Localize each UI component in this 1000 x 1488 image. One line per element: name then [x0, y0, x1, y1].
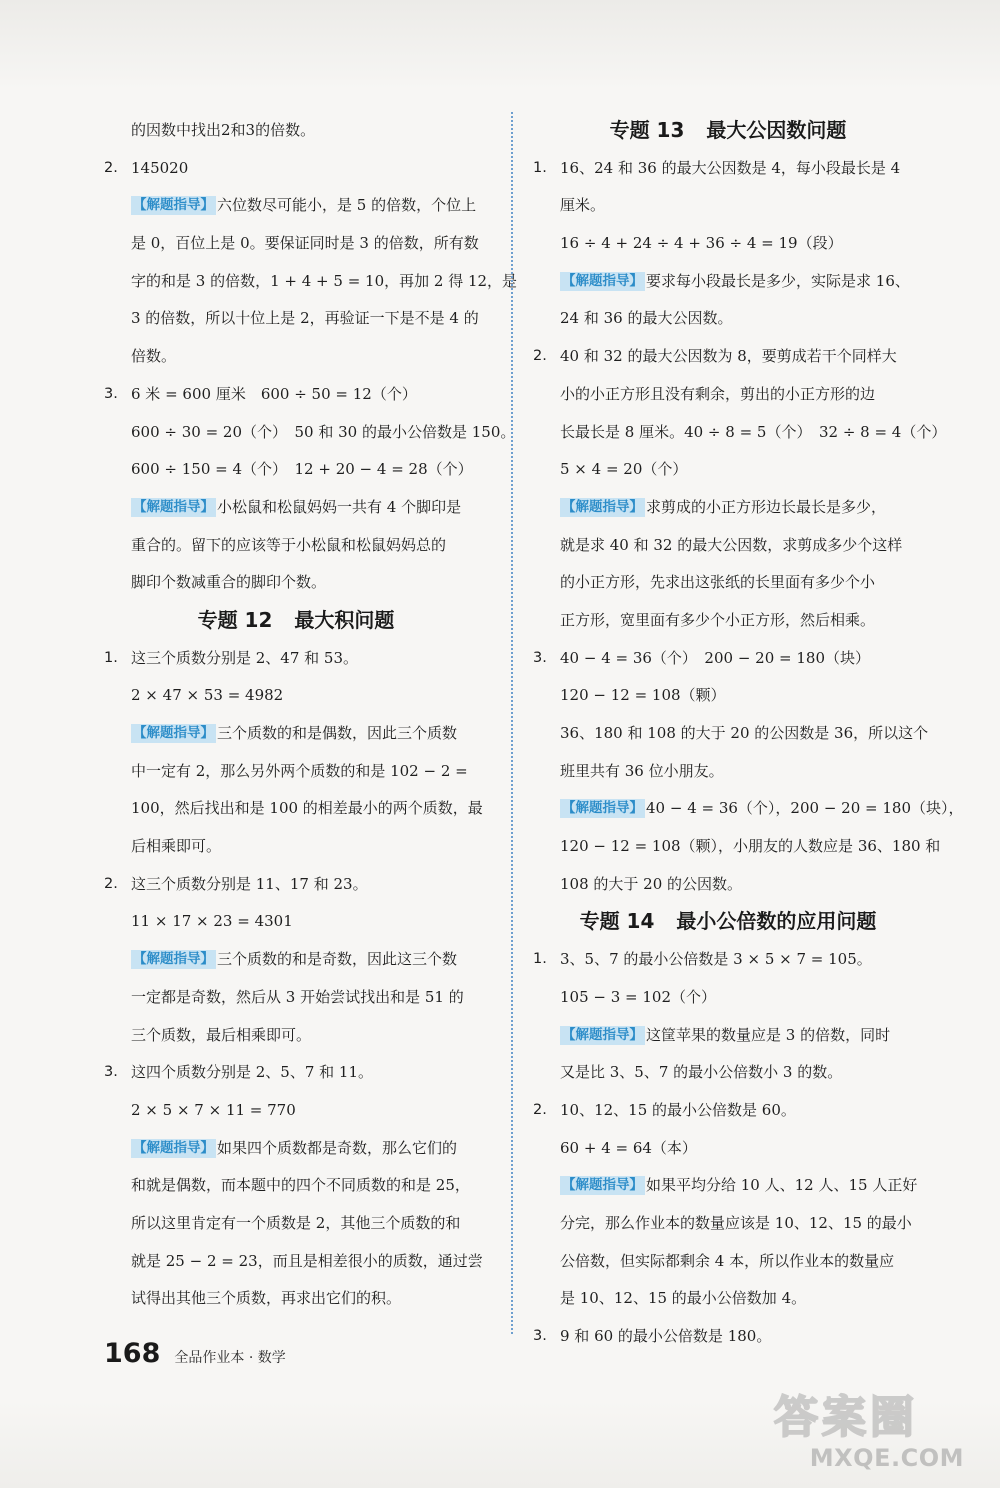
- text-line: [104, 338, 488, 376]
- solution-guide-tag: 【解题指导】: [562, 498, 643, 515]
- text-line: [533, 1167, 923, 1205]
- right-column: [533, 112, 964, 1356]
- line-text: 10、12、15 的最小公倍数是 60。: [560, 1100, 796, 1119]
- text-line: [533, 414, 947, 452]
- page-footer: [104, 1338, 286, 1378]
- line-text: 100，然后找出和是 100 的相差最小的两个质数，最: [131, 799, 483, 818]
- section-heading-code: 专题 13: [609, 118, 685, 142]
- line-text: 班里共有 36 位小朋友。: [560, 761, 724, 780]
- text-line: [533, 1092, 923, 1130]
- line-text: 小的小正方形且没有剩余，剪出的小正方形的边: [560, 384, 876, 403]
- question-number: 3.: [533, 1328, 547, 1344]
- watermark-logo: [772, 1386, 962, 1442]
- text-line: [104, 451, 488, 489]
- section-heading-title: 最小公倍数的应用问题: [676, 909, 877, 934]
- line-text: 40 − 4 = 36（个），200 − 20 = 180（块），: [646, 799, 964, 818]
- line-text: 所以这里肯定有一个质数是 2，其他三个质数的和: [131, 1213, 461, 1232]
- text-line: [533, 640, 923, 678]
- text-line: [104, 300, 488, 338]
- text-line: [104, 677, 488, 715]
- text-line: [104, 112, 488, 150]
- question-number: 1.: [533, 951, 547, 968]
- line-text: 600 ÷ 150 = 4（个） 12 + 20 − 4 = 28（个）: [131, 460, 473, 479]
- line-text: 后相乘即可。: [131, 837, 222, 856]
- left-column: [104, 112, 518, 1318]
- text-line: [104, 790, 488, 828]
- line-text: 小松鼠和松鼠妈妈一共有 4 个脚印是: [217, 497, 462, 516]
- text-line: [533, 979, 923, 1017]
- text-line: [533, 376, 923, 414]
- watermark-logo-icon: [772, 1386, 962, 1442]
- text-line: [104, 489, 488, 527]
- line-text: 如果平均分给 10 人、12 人、15 人正好: [646, 1176, 918, 1195]
- line-text: 的小正方形，先求出这张纸的长里面有多少个小: [560, 573, 876, 592]
- text-line: [104, 527, 488, 565]
- question-number: 3.: [104, 385, 118, 402]
- solution-guide-tag: 【解题指导】: [562, 800, 643, 817]
- section-heading: [104, 602, 488, 640]
- text-line: [533, 300, 923, 338]
- text-line: [533, 1243, 923, 1281]
- page-number: 168: [104, 1338, 161, 1369]
- solution-guide-tag: 【解题指导】: [562, 1026, 643, 1043]
- line-text: 108 的大于 20 的公因数。: [560, 874, 743, 893]
- line-text: 三个质数的和是偶数，因此三个质数: [217, 724, 458, 742]
- question-number: 1.: [533, 159, 547, 176]
- text-line: [104, 564, 488, 602]
- text-line: [104, 225, 488, 263]
- watermark: [742, 1386, 982, 1476]
- text-line: [104, 150, 488, 188]
- text-line: [104, 640, 488, 678]
- text-line: [533, 828, 941, 866]
- line-text: 2 × 5 × 7 × 11 = 770: [131, 1100, 296, 1119]
- text-line: [533, 1280, 923, 1318]
- line-text: 正方形，宽里面有多少个小正方形，然后相乘。: [560, 610, 876, 629]
- line-text: 40 和 32 的最大公因数为 8，要剪成若干个同样大: [560, 347, 897, 366]
- solution-guide-tag: 【解题指导】: [133, 725, 214, 741]
- section-heading-title: 最大积问题: [294, 607, 395, 632]
- solution-guide-tag: 【解题指导】: [562, 272, 643, 289]
- text-line: [533, 941, 923, 979]
- text-line: [533, 338, 923, 376]
- line-text: 105 − 3 = 102（个）: [560, 987, 717, 1006]
- line-text: 16、24 和 36 的最大公因数是 4，每小段最长是 4: [560, 158, 901, 177]
- line-text: 一定都是奇数，然后从 3 开始尝试找出和是 51 的: [131, 987, 464, 1006]
- section-heading-code: 专题 14: [579, 909, 655, 934]
- text-line: [104, 263, 518, 301]
- question-number: 2.: [104, 159, 118, 176]
- text-line: [533, 1318, 923, 1356]
- line-text: 的因数中找出2和3的倍数。: [131, 121, 316, 139]
- text-line: [533, 263, 923, 301]
- line-text: 3 的倍数，所以十位上是 2，再验证一下是不是 4 的: [131, 309, 479, 328]
- solution-guide-tag: 【解题指导】: [133, 951, 214, 968]
- section-heading: [533, 112, 923, 150]
- line-text: 厘米。: [560, 196, 606, 215]
- text-line: [533, 715, 929, 753]
- line-text: 这四个质数分别是 2、5、7 和 11。: [131, 1063, 374, 1082]
- question-number: 3.: [533, 649, 547, 666]
- line-text: 24 和 36 的最大公因数。: [560, 309, 733, 328]
- text-line: [533, 1130, 923, 1168]
- line-text: 40 − 4 = 36（个） 200 − 20 = 180（块）: [560, 648, 870, 667]
- solution-guide-tag: 【解题指导】: [133, 197, 214, 214]
- solution-guide-tag: 【解题指导】: [133, 498, 214, 515]
- column-divider: [511, 112, 513, 1334]
- text-line: [104, 376, 488, 414]
- line-text: 60 + 4 = 64（本）: [560, 1138, 697, 1157]
- line-text: 中一定有 2，那么另外两个质数的和是 102 − 2 =: [131, 761, 468, 780]
- text-line: [533, 451, 923, 489]
- section-heading-code: 专题 12: [197, 607, 273, 632]
- line-text: 是 10、12、15 的最小公倍数加 4。: [560, 1289, 807, 1308]
- question-number: 1.: [104, 649, 118, 666]
- text-line: [533, 866, 923, 904]
- line-text: 600 ÷ 30 = 20（个） 50 和 30 的最小公倍数是 150。: [131, 422, 516, 441]
- text-line: [104, 979, 488, 1017]
- line-text: 36、180 和 108 的大于 20 的公因数是 36，所以这个: [560, 724, 929, 742]
- solution-guide-tag: 【解题指导】: [133, 1139, 214, 1156]
- line-text: 三个质数，最后相乘即可。: [131, 1025, 312, 1044]
- line-text: 这三个质数分别是 11、17 和 23。: [131, 874, 368, 893]
- line-text: 求剪成的小正方形边长最长是多少，: [646, 497, 887, 516]
- question-number: 2.: [533, 348, 547, 365]
- text-line: [104, 1130, 488, 1168]
- line-text: 三个质数的和是奇数，因此这三个数: [217, 950, 458, 969]
- line-text: 120 − 12 = 108（颗），小朋友的人数应是 36、180 和: [560, 837, 941, 856]
- text-line: [104, 1092, 488, 1130]
- line-text: 120 − 12 = 108（颗）: [560, 686, 726, 705]
- line-text: 试得出其他三个质数，再求出它们的积。: [131, 1289, 402, 1308]
- line-text: 倍数。: [131, 347, 177, 366]
- solution-guide-tag: 【解题指导】: [562, 1177, 643, 1194]
- text-line: [533, 1205, 923, 1243]
- section-heading-title: 最大公因数问题: [706, 118, 847, 142]
- line-text: 就是 25 − 2 = 23，而且是相差很小的质数，通过尝: [131, 1251, 483, 1270]
- watermark-url: MXQE.COM: [809, 1444, 964, 1472]
- line-text: 2 × 47 × 53 = 4982: [131, 686, 284, 705]
- text-line: [533, 1017, 923, 1055]
- text-line: [104, 414, 516, 452]
- line-text: 16 ÷ 4 + 24 ÷ 4 + 36 ÷ 4 = 19（段）: [560, 234, 843, 253]
- text-line: [533, 489, 923, 527]
- line-text: 如果四个质数都是奇数，那么它们的: [217, 1138, 458, 1157]
- line-text: 9 和 60 的最小公倍数是 180。: [560, 1327, 772, 1345]
- line-text: 这三个质数分别是 2、47 和 53。: [131, 648, 359, 667]
- line-text: 5 × 4 = 20（个）: [560, 460, 688, 479]
- text-line: [104, 903, 488, 941]
- text-line: [104, 1280, 488, 1318]
- text-line: [533, 527, 923, 565]
- text-line: [104, 866, 488, 904]
- text-line: [104, 1167, 488, 1205]
- text-line: [533, 225, 923, 263]
- text-line: [104, 1243, 488, 1281]
- section-heading: [533, 903, 923, 941]
- line-text: 分完，那么作业本的数量应该是 10、12、15 的最小: [560, 1213, 912, 1232]
- line-text: 3、5、7 的最小公倍数是 3 × 5 × 7 = 105。: [560, 950, 872, 969]
- text-line: [533, 564, 923, 602]
- line-text: 长最长是 8 厘米。40 ÷ 8 = 5（个） 32 ÷ 8 = 4（个）: [560, 422, 947, 441]
- text-line: [533, 677, 923, 715]
- text-line: [533, 602, 923, 640]
- line-text: 6 米 = 600 厘米 600 ÷ 50 = 12（个）: [131, 384, 417, 403]
- text-line: [533, 187, 923, 225]
- line-text: 公倍数，但实际都剩余 4 本，所以作业本的数量应: [560, 1251, 895, 1270]
- question-number: 3.: [104, 1064, 118, 1081]
- text-line: [533, 1054, 923, 1092]
- line-text: 又是比 3、5、7 的最小公倍数小 3 的数。: [560, 1063, 843, 1082]
- text-line: [104, 715, 488, 753]
- watermark-logo-text: 答案圈: [774, 1392, 918, 1443]
- text-line: [104, 1054, 488, 1092]
- text-line: [104, 753, 488, 791]
- book-title: 全品作业本 · 数学: [174, 1350, 286, 1366]
- text-line: [104, 828, 488, 866]
- line-text: 要求每小段最长是多少，实际是求 16、: [646, 271, 910, 290]
- line-text: 145020: [131, 158, 189, 177]
- line-text: 11 × 17 × 23 = 4301: [131, 912, 293, 931]
- line-text: 是 0，百位上是 0。要保证同时是 3 的倍数，所有数: [131, 234, 479, 253]
- question-number: 2.: [104, 875, 118, 892]
- line-text: 重合的。留下的应该等于小松鼠和松鼠妈妈总的: [131, 535, 447, 554]
- line-text: 这筐苹果的数量应是 3 的倍数，同时: [646, 1025, 891, 1044]
- line-text: 六位数尽可能小，是 5 的倍数，个位上: [217, 196, 477, 215]
- line-text: 就是求 40 和 32 的最大公因数，求剪成多少个这样: [560, 535, 903, 554]
- text-line: [104, 1205, 488, 1243]
- text-line: [104, 941, 488, 979]
- text-line: [104, 1017, 488, 1055]
- line-text: 脚印个数减重合的脚印个数。: [131, 573, 327, 592]
- line-text: 和就是偶数，而本题中的四个不同质数的和是 25，: [131, 1176, 470, 1195]
- text-line: [533, 753, 923, 791]
- text-line: [104, 187, 488, 225]
- line-text: 字的和是 3 的倍数，1 + 4 + 5 = 10，再加 2 得 12，是: [131, 271, 518, 290]
- question-number: 2.: [533, 1101, 547, 1118]
- text-line: [533, 150, 923, 188]
- text-line: [533, 790, 964, 828]
